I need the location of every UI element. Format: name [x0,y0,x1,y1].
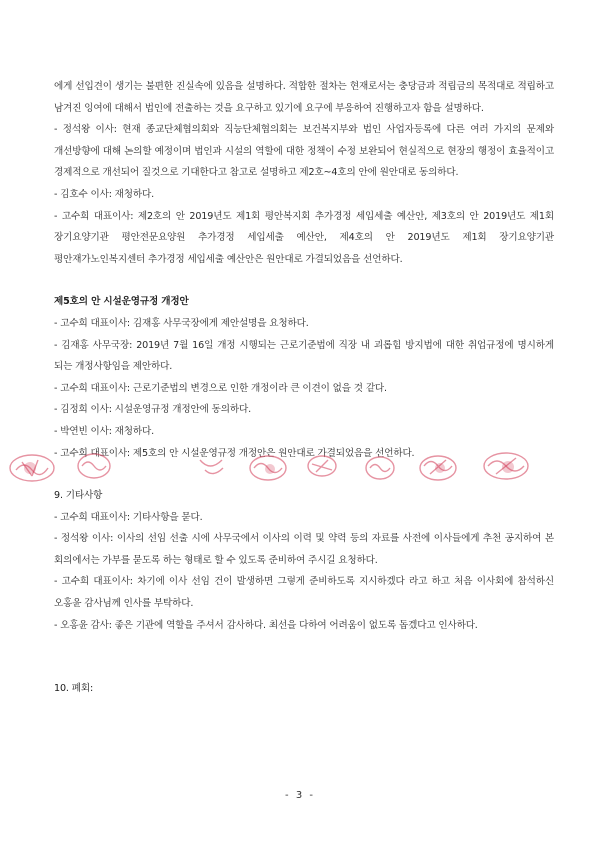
seal-stamp-icon [10,455,54,481]
spacer [54,464,554,485]
paragraph-resolution-2-4: - 고수희 대표이사: 제2호의 안 2019년도 제1회 평안복지회 추가경정 세입세출 예산안, 제3호의 안 2019년도 제1회 장기요양기관 평안전문요양원 추가경정 세입세출 예산안, 제4호의 안 2019년도 제1회 장기요양기관 평안재가노인복지센터 추가경정 세입세출 예산안은 원안대로 가결되었음을 선언하다. [54,210,554,265]
agenda-5-line: - 고수희 대표이사: 근로기준법의 변경으로 인한 개정이라 큰 이견이 없을 것 같다. [54,382,387,394]
other-matters-line: - 오홍윤 감사: 좋은 기관에 역할을 주셔서 감사하다. 최선을 다하여 어려움이 없도록 돕겠다고 인사하다. [54,619,478,631]
closing-heading: 10. 폐회: [54,683,94,695]
other-matters-line: - 고수희 대표이사: 차기에 이사 선임 건이 발생하면 그렇게 준비하도록 지시하겠다 라고 하고 처음 이사회에 참석하신 오홍윤 감사님께 인사를 부탁하다. [54,576,554,610]
agenda-5-line: - 김재홍 사무국장: 2019년 7월 16일 개정 시행되는 근로기준법에 직장 내 괴롭힘 방지법에 대한 취업규정에 명시하게 되는 개정사항임을 제안하다. [54,339,554,373]
paragraph-continuation: 에게 선입견이 생기는 불편한 진실속에 있음을 설명하다. 적합한 절차는 현재로서는 충당금과 적립금의 목적대로 적립하고 남겨진 잉여에 대해서 법인에 전출하는 것을 요구하고 있기에 요구에 부응하여 진행하고자 함을 설명하다. [54,81,554,114]
agenda-5-line: - 박연빈 이사: 재청하다. [54,425,155,437]
paragraph-jeong-seokwang: - 정석왕 이사: 현재 종교단체협의회와 직능단체협의회는 보건복지부와 법인 사업자등록에 다른 여러 가지의 문제와 개선방향에 대해 논의할 예정이며 법인과 시설의 역할에 대한 정책이 수정 보완되어 현실적으로 현장의 행정이 효율적이고 경제적으로 개선되어 질것으로 기대한다고 참고로 설명하고 제2호~4호의 안에 원안대로 동의하다. [54,124,554,179]
agenda-5-line: - 고수희 대표이사: 제5호의 안 시설운영규정 개정안은 원안대로 가결되었음을 선언하다. [54,447,415,459]
other-matters-heading: 9. 기타사항 [54,490,103,502]
page-number: - 3 - [285,790,315,801]
spacer [54,636,554,678]
agenda-5-heading: 제5호의 안 시설운영규정 개정안 [54,296,189,308]
other-matters-line: - 정석왕 이사: 이사의 선임 선출 시에 사무국에서 이사의 이력 및 약력 등의 자료를 사전에 이사들에게 추천 공지하여 본 회의에서는 가부를 묻도록 하는 형태로 할 수 있도록 준비하여 주시길 요청하다. [54,533,554,566]
other-matters-line: - 고수희 대표이사: 기타사항을 묻다. [54,511,203,523]
agenda-5-line: - 김정희 이사: 시설운영규정 개정안에 동의하다. [54,404,252,416]
spacer [54,270,554,291]
paragraph-kim-hosu: - 김호수 이사: 재청하다. [54,188,155,200]
agenda-5-line: - 고수희 대표이사: 김재홍 사무국장에게 제안설명을 요청하다. [54,317,309,329]
document-body [54,76,554,700]
